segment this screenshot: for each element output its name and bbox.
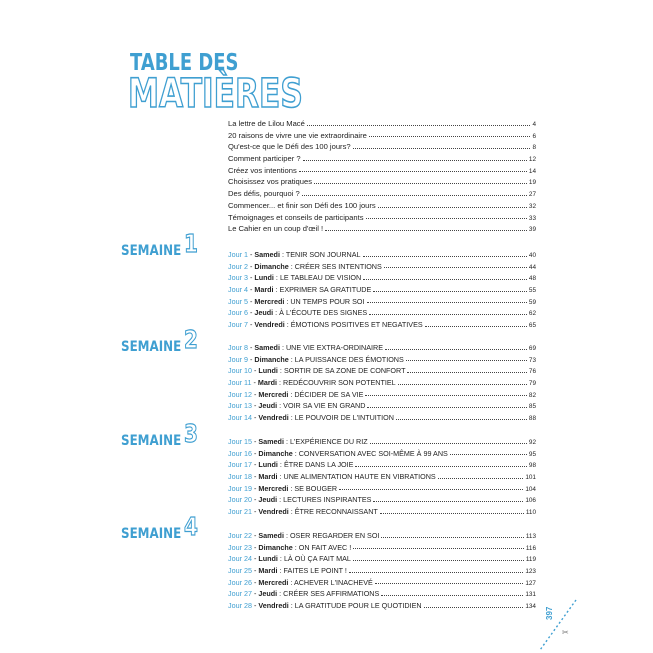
title-line-2: MATIÈRES (128, 71, 303, 117)
toc-entry[interactable]: Jour 17 - Lundi : ÊTRE DANS LA JOIE 98 (228, 460, 536, 470)
week-2-label: SEMAINE 2 (121, 325, 198, 355)
toc-entry[interactable]: Jour 5 - Mercredi : UN TEMPS POUR SOI 59 (228, 296, 536, 306)
toc-entry[interactable]: Jour 20 - Jeudi : LECTURES INSPIRANTES 106 (228, 495, 536, 505)
toc-entry[interactable]: Créez vos intentions 14 (228, 165, 536, 175)
toc-entry[interactable]: Jour 9 - Dimanche : LA PUISSANCE DES ÉMOTIONS 73 (228, 354, 536, 364)
toc-entry[interactable]: Jour 12 - Mercredi : DÉCIDER DE SA VIE 82 (228, 389, 536, 399)
toc-entry[interactable]: 20 raisons de vivre une vie extraordinaire 6 (228, 130, 536, 140)
toc-entry[interactable]: Jour 4 - Mardi : EXPRIMER SA GRATITUDE 55 (228, 285, 536, 295)
title-line-1: TABLE DES (130, 50, 239, 76)
toc-entry[interactable]: Jour 23 - Dimanche : ON FAIT AVEC ! 116 (228, 542, 536, 552)
toc-entry[interactable]: Jour 19 - Mercredi : SE BOUGER 104 (228, 483, 536, 493)
intro-toc (228, 118, 536, 235)
page-number: 397 (545, 606, 554, 620)
toc-entry[interactable]: La lettre de Lilou Macé 4 (228, 119, 536, 128)
toc-entry[interactable]: Jour 8 - Samedi : UNE VIE EXTRA-ORDINAIRE 69 (228, 343, 536, 352)
toc-entry[interactable]: Choisissez vos pratiques 19 (228, 177, 536, 187)
toc-entry[interactable]: Jour 10 - Lundi : SORTIR DE SA ZONE DE CONFORT 76 (228, 366, 536, 376)
week-2-toc (228, 342, 536, 424)
week-3-label: SEMAINE 3 (121, 419, 198, 449)
toc-entry[interactable]: Le Cahier en un coup d'œil ! 39 (228, 224, 536, 234)
toc-entry[interactable]: Jour 18 - Mardi : UNE ALIMENTATION HAUTE EN VIBRATIONS 101 (228, 472, 536, 482)
week-4-label: SEMAINE 4 (121, 512, 198, 542)
toc-entry[interactable]: Jour 7 - Vendredi : ÉMOTIONS POSITIVES ET NEGATIVES 65 (228, 320, 536, 330)
week-3-toc (228, 436, 536, 518)
toc-entry[interactable]: Jour 2 - Dimanche : CRÉER SES INTENTIONS 44 (228, 261, 536, 271)
week-4-toc (228, 530, 536, 612)
toc-entry[interactable]: Qu'est-ce que le Défi des 100 jours? 8 (228, 142, 536, 152)
toc-entry[interactable]: Jour 24 - Lundi : LÀ OÙ ÇA FAIT MAL 119 (228, 554, 536, 564)
toc-entry[interactable]: Jour 15 - Samedi : L'EXPÉRIENCE DU RIZ 92 (228, 437, 536, 446)
week-1-toc (228, 249, 536, 331)
toc-entry[interactable]: Jour 3 - Lundi : LE TABLEAU DE VISION 48 (228, 273, 536, 283)
toc-entry[interactable]: Jour 11 - Mardi : REDÉCOUVRIR SON POTENTIEL 79 (228, 378, 536, 388)
toc-entry[interactable]: Jour 26 - Mercredi : ACHEVER L'INACHEVÉ 127 (228, 577, 536, 587)
toc-entry[interactable]: Jour 27 - Jeudi : CRÉER SES AFFIRMATIONS 131 (228, 589, 536, 599)
toc-entry[interactable]: Témoignages et conseils de participants 33 (228, 212, 536, 222)
toc-entry[interactable]: Jour 1 - Samedi : TENIR SON JOURNAL 40 (228, 250, 536, 259)
toc-entry[interactable]: Des défis, pourquoi ? 27 (228, 189, 536, 199)
toc-entry[interactable]: Jour 6 - Jeudi : À L'ÉCOUTE DES SIGNES 62 (228, 308, 536, 318)
toc-entry[interactable]: Jour 14 - Vendredi : LE POUVOIR DE L'INTUITION 88 (228, 413, 536, 423)
toc-entry[interactable]: Jour 25 - Mardi : FAITES LE POINT ! 123 (228, 566, 536, 576)
toc-entry[interactable]: Commencer... et finir son Défi des 100 jours 32 (228, 200, 536, 210)
toc-entry[interactable]: Comment participer ? 12 (228, 154, 536, 164)
toc-entry[interactable]: Jour 16 - Dimanche : CONVERSATION AVEC SOI-MÊME À 99 ANS 95 (228, 448, 536, 458)
toc-entry[interactable]: Jour 21 - Vendredi : ÊTRE RECONNAISSANT 110 (228, 507, 536, 517)
toc-entry[interactable]: Jour 22 - Samedi : OSER REGARDER EN SOI 113 (228, 531, 536, 540)
toc-entry[interactable]: Jour 28 - Vendredi : LA GRATITUDE POUR LE QUOTIDIEN 134 (228, 601, 536, 611)
scissors-icon: ✂ (562, 628, 569, 637)
toc-entry[interactable]: Jour 13 - Jeudi : VOIR SA VIE EN GRAND 85 (228, 401, 536, 411)
week-1-label: SEMAINE 1 (121, 229, 198, 259)
